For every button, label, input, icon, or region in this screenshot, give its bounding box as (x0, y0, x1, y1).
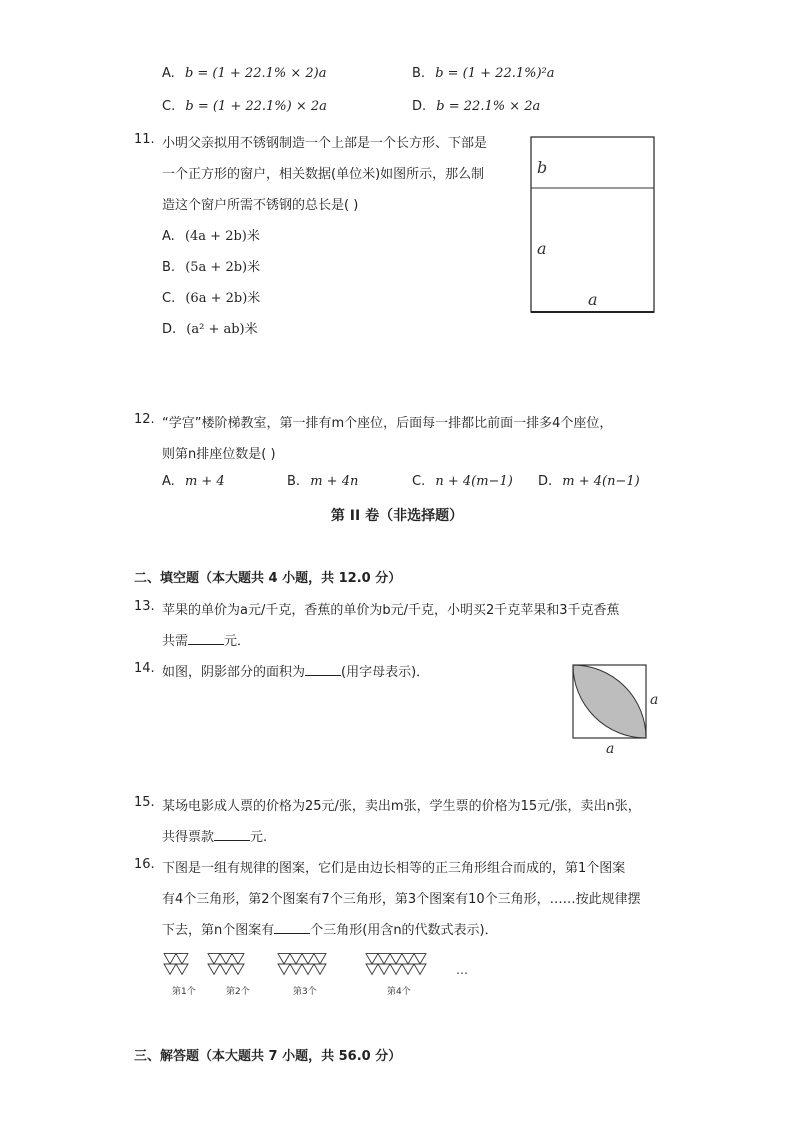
q10-option-b (412, 66, 555, 81)
q15-line1: 某场电影成人票的价格为25元/张，卖出m张，学生票的价格为15元/张，卖出n张， (162, 799, 641, 814)
q12-option-b-text: m + 4n (310, 474, 359, 489)
q12-line2: 则第n排座位数是( ) (162, 447, 276, 462)
q12-option-a (162, 474, 225, 489)
top-triangle (164, 954, 176, 964)
q11-option-d-letter: D. (162, 322, 177, 337)
q12-option-c-text: n + 4(m−1) (435, 474, 513, 489)
q11-line2: 一个正方形的窗户，相关数据(单位米)如图所示，那么制 (162, 167, 485, 182)
q16-line2: 有4个三角形，第2个图案有7个三角形，第3个图案有10个三角形，……按此规律摆 (162, 892, 641, 907)
q14-text-after: (用字母表示)． (341, 665, 430, 680)
q15-line2-before: 共得票款 (162, 830, 215, 845)
q16-line1: 下图是一组有规律的图案，它们是由边长相等的正三角形组合而成的，第1个图案 (162, 861, 626, 876)
triangle-pattern-group (164, 954, 426, 975)
section3-heading: 三、解答题（本大题共 7 小题，共 56.0 分） (134, 1049, 402, 1064)
q11-option-c-letter: C. (162, 291, 176, 306)
down-triangle (208, 964, 220, 974)
square-label-bottom: a (606, 741, 615, 756)
q11-option-c-text: (6a + 2b)米 (185, 291, 261, 306)
q10-option-c-expr: b = (1 + 22.1%) × 2a (185, 99, 327, 114)
window-label-a-bottom: a (588, 290, 598, 309)
pattern-label-2: 第2个 (226, 987, 250, 997)
top-triangle (302, 954, 314, 964)
q13-line2-before: 共需 (162, 634, 189, 649)
q11-option-a-text: (4a + 2b)米 (184, 229, 260, 244)
q11-number: 11. (134, 132, 155, 147)
q10-option-d-letter: D. (412, 99, 427, 114)
q13-line2-after: 元． (224, 634, 251, 649)
down-triangle (220, 964, 232, 974)
top-triangle (314, 954, 326, 964)
q10-option-d (412, 99, 540, 114)
q11-option-b-text: (5a + 2b)米 (185, 260, 261, 275)
q15-number: 15. (134, 795, 155, 810)
pattern-ellipsis: … (456, 963, 468, 977)
down-triangle (232, 964, 244, 974)
q13-line1: 苹果的单价为a元/千克，香蕉的单价为b元/千克，小明买2千克苹果和3千克香蕉 (162, 603, 620, 618)
top-triangle (390, 954, 402, 964)
q11-option-a-letter: A. (162, 229, 175, 244)
q11-option-b-letter: B. (162, 260, 176, 275)
down-triangle (414, 964, 426, 974)
q11-option-d (162, 318, 258, 337)
q10-option-d-expr: b = 22.1% × 2a (436, 99, 541, 114)
q10-option-c (162, 99, 327, 114)
section2-heading: 二、填空题（本大题共 4 小题，共 12.0 分） (134, 571, 402, 586)
q11-option-a (162, 225, 260, 244)
q16-triangle-pattern (160, 952, 480, 1000)
q11-line3: 造这个窗户所需不锈钢的总长是( ) (162, 198, 359, 213)
q16-line3 (162, 919, 498, 938)
q13-line2 (162, 630, 250, 649)
square-label-side: a (650, 692, 659, 708)
top-triangle (278, 954, 290, 964)
pattern-label-1: 第1个 (172, 987, 196, 997)
q12-option-c (412, 474, 513, 489)
q13-answer-blank (188, 632, 224, 645)
q11-option-c (162, 287, 260, 306)
q13-number: 13. (134, 599, 155, 614)
shaded-leaf-region (573, 665, 646, 738)
window-label-a-side: a (537, 239, 547, 258)
q14-answer-blank (305, 663, 341, 676)
pattern-label-4: 第4个 (387, 987, 411, 997)
q12-option-a-letter: A. (162, 474, 175, 489)
top-triangle (378, 954, 390, 964)
q11-line1: 小明父亲拟用不锈钢制造一个上部是一个长方形、下部是 (162, 136, 488, 151)
top-triangle (414, 954, 426, 964)
q10-option-a-expr: b = (1 + 22.1% × 2)a (184, 66, 327, 81)
q12-number: 12. (134, 412, 155, 427)
down-triangle (164, 964, 176, 974)
q12-option-d (538, 474, 640, 489)
down-triangle (390, 964, 402, 974)
q14-number: 14. (134, 661, 155, 676)
q10-option-c-letter: C. (162, 99, 176, 114)
q12-option-b-letter: B. (287, 474, 301, 489)
pattern-label-3: 第3个 (293, 987, 317, 997)
top-triangle (176, 954, 188, 964)
q12-line1: “学宫”楼阶梯教室，第一排有m个座位，后面每一排都比前面一排多4个座位， (162, 416, 613, 431)
down-triangle (314, 964, 326, 974)
q15-answer-blank (214, 828, 250, 841)
q16-number: 16. (134, 857, 155, 872)
top-triangle (208, 954, 220, 964)
down-triangle (366, 964, 378, 974)
q14-text-before: 如图，阴影部分的面积为 (162, 665, 306, 680)
q10-option-b-expr: b = (1 + 22.1%)²a (435, 66, 555, 81)
q16-answer-blank (274, 921, 310, 934)
q12-option-c-letter: C. (412, 474, 426, 489)
window-label-b: b (537, 158, 548, 177)
down-triangle (176, 964, 188, 974)
q12-option-d-text: m + 4(n−1) (562, 474, 640, 489)
q10-option-b-letter: B. (412, 66, 426, 81)
part2-title: 第 II 卷（非选择题） (330, 508, 464, 524)
q11-window-figure (530, 136, 656, 314)
down-triangle (278, 964, 290, 974)
top-triangle (366, 954, 378, 964)
q12-option-a-text: m + 4 (184, 474, 225, 489)
top-triangle (232, 954, 244, 964)
down-triangle (402, 964, 414, 974)
q12-option-d-letter: D. (538, 474, 553, 489)
down-triangle (290, 964, 302, 974)
q15-line2 (162, 826, 267, 845)
window-outer-frame (531, 137, 654, 312)
q11-option-b (162, 256, 260, 275)
down-triangle (302, 964, 314, 974)
q16-line3-before: 下去，第n个图案有 (162, 923, 275, 938)
q11-option-d-text: (a² + ab)米 (186, 322, 258, 337)
top-triangle (220, 954, 232, 964)
q15-line2-after: 元. (250, 830, 268, 845)
q10-option-a (162, 66, 326, 81)
q10-option-a-letter: A. (162, 66, 175, 81)
q14-text (162, 661, 429, 680)
down-triangle (378, 964, 390, 974)
q14-shaded-figure (570, 662, 662, 756)
q12-option-b (287, 474, 358, 489)
q16-line3-after: 个三角形(用含n的代数式表示)． (310, 923, 498, 938)
top-triangle (402, 954, 414, 964)
top-triangle (290, 954, 302, 964)
